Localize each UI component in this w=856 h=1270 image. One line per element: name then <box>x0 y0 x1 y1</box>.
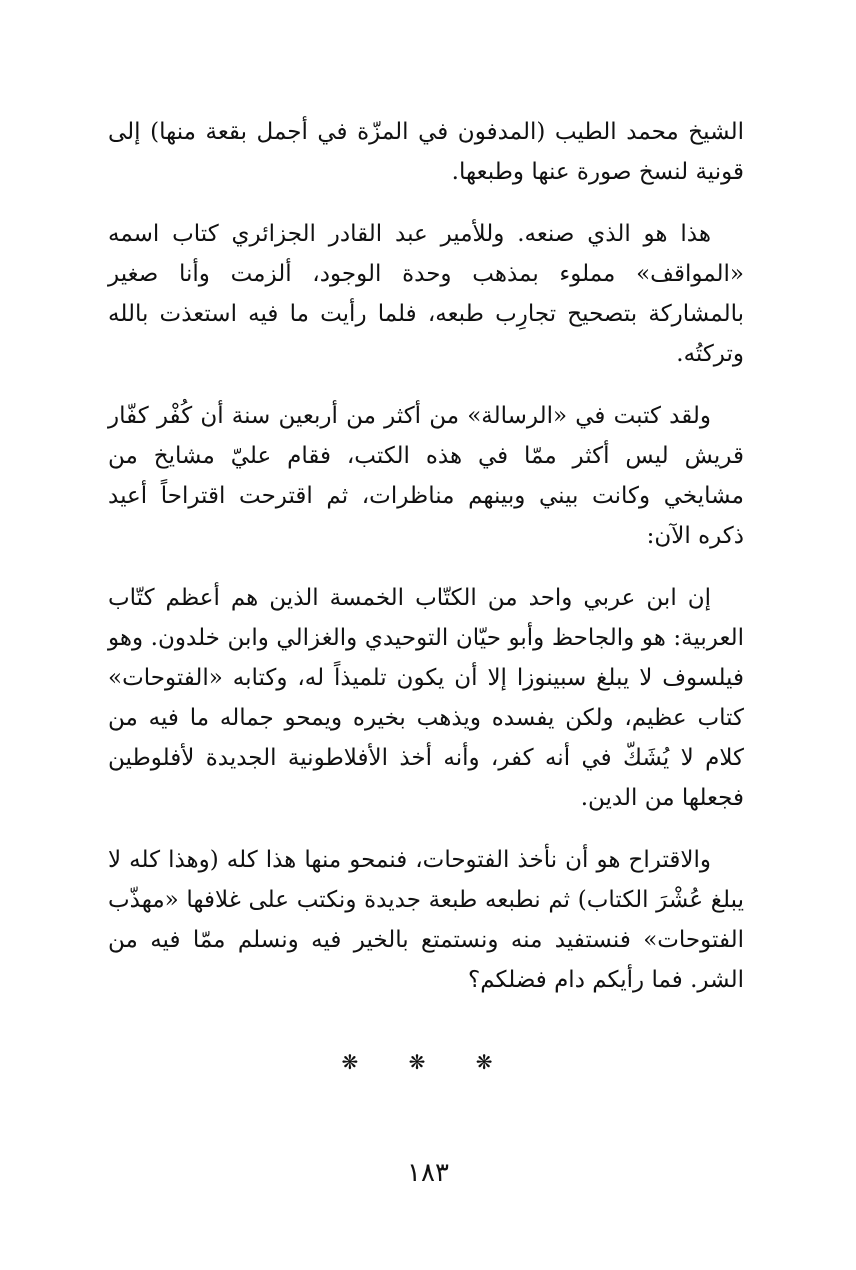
page-number: ١٨٣ <box>407 1158 449 1188</box>
paragraph-3: ولقد كتبت في «الرسالة» من أكثر من أربعين سنة أن كُفْر كفّار قريش ليس أكثر ممّا في هذه الكتب، فقام عليّ مشايخ من مشايخي وكانت بيني وبينهم مناظرات، ثم اقترحت اقتراحاً أعيد ذكره الآن: <box>108 403 744 549</box>
paragraph-1: الشيخ محمد الطيب (المدفون في المزّة في أجمل بقعة منها) إلى قونية لنسخ صورة عنها وطبعها. <box>108 119 744 185</box>
paragraph-2: هذا هو الذي صنعه. وللأمير عبد القادر الجزائري كتاب اسمه «المواقف» مملوء بمذهب وحدة الوجود، ألزمت وأنا صغير بالمشاركة بتصحيح تجارِب طبعه، فلما رأيت ما فيه استعذت بالله وتركتُه. <box>108 221 745 367</box>
paragraph-5: والاقتراح هو أن نأخذ الفتوحات، فنمحو منها هذا كله (وهذا كله لا يبلغ عُشْرَ الكتاب) ثم نطبعه طبعة جديدة ونكتب على غلافها «مهذّب الفتوحات» فنستفيد منه ونستمتع بالخير فيه ونسلم ممّا فيه من الشر. فما رأيكم دام فضلكم؟ <box>108 847 744 993</box>
body-text <box>108 112 744 1022</box>
section-separator: ❋ ❋ ❋ <box>341 1050 515 1074</box>
paragraph-4: إن ابن عربي واحد من الكتّاب الخمسة الذين هم أعظم كتّاب العربية: هو والجاحظ وأبو حيّان التوحيدي والغزالي وابن خلدون. وهو فيلسوف لا يبلغ سبينوزا إلا أن يكون تلميذاً له، وكتابه «الفتوحات» كتاب عظيم، ولكن يفسده ويذهب بخيره ويمحو جماله ما فيه من كلام لا يُشَكّ في أنه كفر، وأنه أخذ الأفلاطونية الجديدة لأفلوطين فجعلها من الدين. <box>108 585 744 811</box>
